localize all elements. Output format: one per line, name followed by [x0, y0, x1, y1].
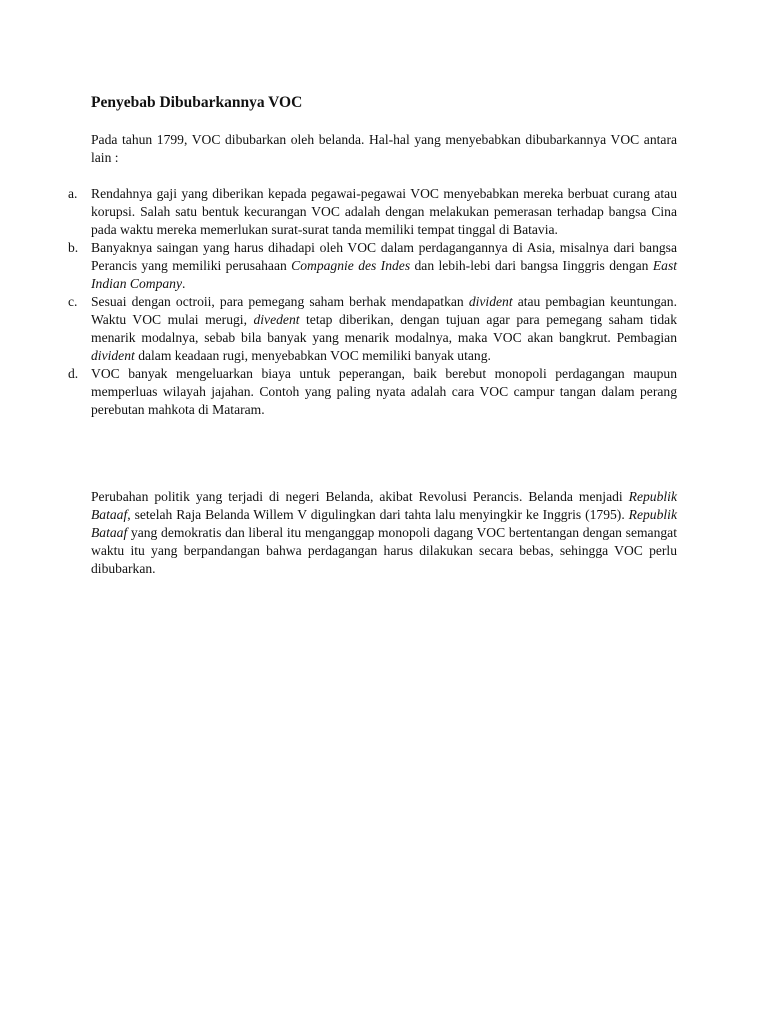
text-segment: Sesuai dengan octroii, para pemegang saham berhak mendapatkan	[91, 294, 469, 309]
text-segment: tetap diberikan, dengan tujuan agar para pemegang saham tidak menarik modalnya, sebab bila banyak yang menarik modalnya, maka VOC akan bangkrut. Pembagian	[91, 312, 677, 345]
list-item-text	[91, 366, 677, 417]
list-marker: c.	[68, 294, 78, 309]
list-item-text	[91, 294, 677, 363]
italic-term: divedent	[253, 312, 300, 327]
list-item	[0, 239, 677, 293]
italic-term: Compagnie des Indes	[291, 258, 411, 273]
italic-term: Republik Bataaf	[91, 507, 677, 540]
intro-paragraph: Pada tahun 1799, VOC dibubarkan oleh belanda. Hal-hal yang menyebabkan dibubarkannya VOC antara lain :	[91, 132, 677, 165]
list-marker: d.	[68, 366, 79, 381]
document-title: Penyebab Dibubarkannya VOC	[91, 94, 303, 111]
text-segment: .	[182, 276, 186, 291]
list-item	[0, 293, 677, 365]
text-segment: Perubahan politik yang terjadi di negeri Belanda, akibat Revolusi Perancis. Belanda menjadi	[91, 489, 629, 504]
text-segment: dan lebih-lebi dari bangsa Iinggris dengan	[410, 258, 653, 273]
italic-term: divident	[91, 348, 135, 363]
text-segment: , setelah Raja Belanda Willem V digulingkan dari tahta lalu menyingkir ke Inggris (1795).	[127, 507, 629, 522]
text-segment: dalam keadaan rugi, menyebabkan VOC memiliki banyak utang.	[134, 348, 491, 363]
italic-term: Republik Bataaf	[91, 489, 677, 522]
italic-term: East Indian Company	[91, 258, 678, 291]
closing-paragraph	[91, 488, 677, 578]
text-segment: VOC banyak mengeluarkan biaya untuk peperangan, baik berebut monopoli perdagangan maupun memperluas wilayah jajahan. Contoh yang paling nyata adalah cara VOC campur tangan dalam perang perebutan mahkota di Mataram.	[91, 366, 677, 417]
text-segment: Rendahnya gaji yang diberikan kepada pegawai-pegawai VOC menyebabkan mereka berbuat curang atau korupsi. Salah satu bentuk kecurangan VOC adalah dengan melakukan pemerasan terhadap bangsa Cina pada waktu mereka memerlukan surat-surat tanda memiliki tempat tinggal di Batavia.	[91, 186, 677, 237]
italic-term: divident	[468, 294, 513, 309]
cause-list	[0, 185, 768, 419]
list-item	[0, 185, 677, 239]
list-item-text	[91, 186, 677, 237]
list-item-text	[91, 240, 677, 291]
text-segment: atau pembagian keuntungan. Waktu VOC mulai merugi,	[91, 294, 677, 327]
text-segment: yang demokratis dan liberal itu menganggap monopoli dagang VOC bertentangan dengan semangat waktu itu yang berpandangan bahwa perdagangan harus dilakukan secara bebas, sehingga VOC perlu dibubarkan.	[91, 525, 677, 576]
list-item	[0, 365, 677, 419]
list-marker: b.	[68, 240, 79, 255]
text-segment: Banyaknya saingan yang harus dihadapi oleh VOC dalam perdagangannya di Asia, misalnya dari bangsa Perancis yang memiliki perusahaan	[91, 240, 677, 273]
list-marker: a.	[68, 186, 78, 201]
